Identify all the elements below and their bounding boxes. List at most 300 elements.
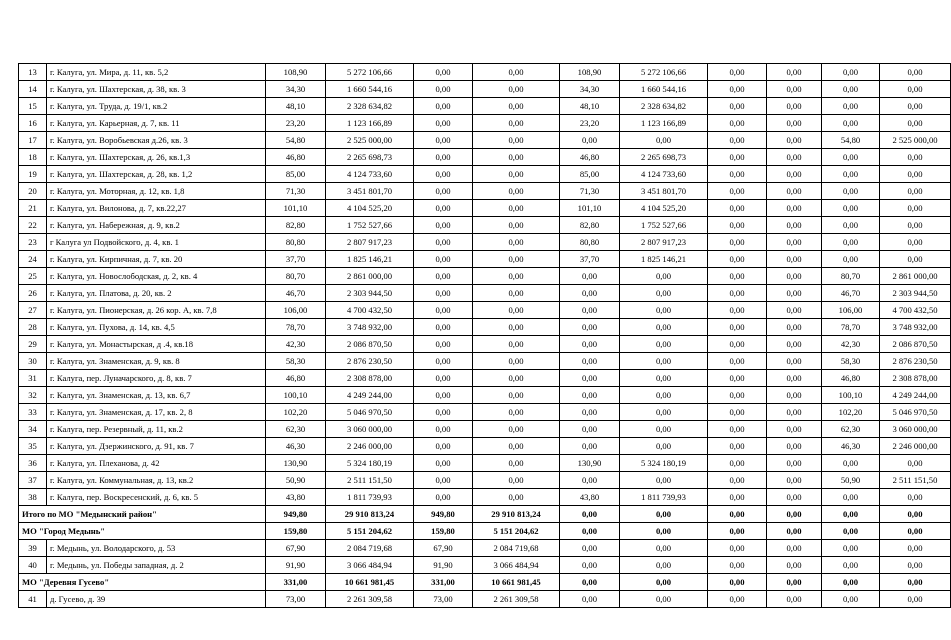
value-cell: 0,00 — [767, 149, 822, 166]
value-cell: 5 272 106,66 — [620, 64, 708, 81]
address-cell: г Калуга ул Подвойского, д. 4, кв. 1 — [47, 234, 266, 251]
value-cell: 0,00 — [473, 166, 560, 183]
table-row — [19, 421, 951, 438]
value-cell: 2 876 230,50 — [880, 353, 951, 370]
value-cell: 0,00 — [473, 285, 560, 302]
value-cell: 0,00 — [767, 421, 822, 438]
value-cell: 0,00 — [767, 268, 822, 285]
value-cell: 0,00 — [473, 132, 560, 149]
value-cell: 1 752 527,66 — [620, 217, 708, 234]
value-cell: 80,80 — [560, 234, 620, 251]
value-cell: 0,00 — [414, 251, 473, 268]
row-number: 15 — [19, 98, 47, 115]
value-cell: 0,00 — [473, 115, 560, 132]
value-cell: 0,00 — [414, 166, 473, 183]
value-cell: 54,80 — [822, 132, 880, 149]
value-cell: 0,00 — [708, 319, 767, 336]
value-cell: 0,00 — [473, 387, 560, 404]
value-cell: 2 308 878,00 — [880, 370, 951, 387]
value-cell: 0,00 — [473, 336, 560, 353]
value-cell: 3 066 484,94 — [473, 557, 560, 574]
value-cell: 0,00 — [708, 540, 767, 557]
value-cell: 23,20 — [560, 115, 620, 132]
value-cell: 4 104 525,20 — [620, 200, 708, 217]
table-row — [19, 557, 951, 574]
value-cell: 43,80 — [560, 489, 620, 506]
value-cell: 46,80 — [266, 149, 326, 166]
value-cell: 101,10 — [560, 200, 620, 217]
value-cell: 0,00 — [767, 217, 822, 234]
group-label: МО "Город Медынь" — [19, 523, 266, 540]
row-number: 23 — [19, 234, 47, 251]
value-cell: 0,00 — [880, 166, 951, 183]
group-total-row — [19, 574, 951, 591]
value-cell: 0,00 — [473, 472, 560, 489]
value-cell: 0,00 — [708, 523, 767, 540]
value-cell: 0,00 — [414, 285, 473, 302]
value-cell: 1 123 166,89 — [326, 115, 414, 132]
value-cell: 0,00 — [414, 217, 473, 234]
value-cell: 46,80 — [560, 149, 620, 166]
value-cell: 0,00 — [767, 251, 822, 268]
value-cell: 0,00 — [473, 251, 560, 268]
value-cell: 50,90 — [266, 472, 326, 489]
value-cell: 0,00 — [708, 574, 767, 591]
value-cell: 2 265 698,73 — [326, 149, 414, 166]
row-number: 29 — [19, 336, 47, 353]
value-cell: 0,00 — [473, 455, 560, 472]
value-cell: 2 261 309,58 — [326, 591, 414, 608]
value-cell: 130,90 — [266, 455, 326, 472]
value-cell: 0,00 — [560, 557, 620, 574]
value-cell: 0,00 — [767, 166, 822, 183]
address-cell: г. Медынь, ул. Володарского, д. 53 — [47, 540, 266, 557]
value-cell: 67,90 — [266, 540, 326, 557]
table-row — [19, 98, 951, 115]
value-cell: 0,00 — [620, 591, 708, 608]
value-cell: 0,00 — [560, 353, 620, 370]
value-cell: 0,00 — [880, 251, 951, 268]
value-cell: 0,00 — [560, 404, 620, 421]
value-cell: 3 451 801,70 — [620, 183, 708, 200]
value-cell: 0,00 — [880, 200, 951, 217]
value-cell: 4 104 525,20 — [326, 200, 414, 217]
value-cell: 0,00 — [822, 98, 880, 115]
value-cell: 0,00 — [822, 506, 880, 523]
value-cell: 71,30 — [560, 183, 620, 200]
value-cell: 0,00 — [708, 115, 767, 132]
value-cell: 0,00 — [880, 149, 951, 166]
value-cell: 2 303 944,50 — [880, 285, 951, 302]
row-number: 31 — [19, 370, 47, 387]
value-cell: 0,00 — [473, 81, 560, 98]
resettlement-table — [18, 63, 951, 608]
value-cell: 29 910 813,24 — [326, 506, 414, 523]
table-row — [19, 387, 951, 404]
value-cell: 0,00 — [620, 302, 708, 319]
table-row — [19, 81, 951, 98]
value-cell: 0,00 — [473, 64, 560, 81]
value-cell: 0,00 — [620, 438, 708, 455]
value-cell: 101,10 — [266, 200, 326, 217]
row-number: 39 — [19, 540, 47, 557]
value-cell: 1 811 739,93 — [620, 489, 708, 506]
value-cell: 2 086 870,50 — [326, 336, 414, 353]
value-cell: 5 046 970,50 — [880, 404, 951, 421]
value-cell: 0,00 — [767, 115, 822, 132]
row-number: 17 — [19, 132, 47, 149]
value-cell: 0,00 — [414, 200, 473, 217]
value-cell: 0,00 — [767, 370, 822, 387]
value-cell: 0,00 — [620, 353, 708, 370]
table-row — [19, 285, 951, 302]
value-cell: 102,20 — [822, 404, 880, 421]
value-cell: 0,00 — [708, 438, 767, 455]
table-body — [19, 64, 951, 608]
value-cell: 80,80 — [266, 234, 326, 251]
value-cell: 0,00 — [620, 387, 708, 404]
value-cell: 0,00 — [822, 81, 880, 98]
value-cell: 0,00 — [560, 472, 620, 489]
value-cell: 0,00 — [822, 540, 880, 557]
value-cell: 0,00 — [822, 251, 880, 268]
address-cell: г. Калуга, ул. Воробьевская д.26, кв. 3 — [47, 132, 266, 149]
value-cell: 58,30 — [822, 353, 880, 370]
value-cell: 5 151 204,62 — [326, 523, 414, 540]
table-row — [19, 540, 951, 557]
value-cell: 0,00 — [767, 455, 822, 472]
value-cell: 0,00 — [414, 183, 473, 200]
value-cell: 0,00 — [708, 455, 767, 472]
address-cell: г. Калуга, ул. Труда, д. 19/1, кв.2 — [47, 98, 266, 115]
value-cell: 1 660 544,16 — [620, 81, 708, 98]
value-cell: 1 825 146,21 — [620, 251, 708, 268]
value-cell: 0,00 — [822, 574, 880, 591]
value-cell: 46,80 — [266, 370, 326, 387]
value-cell: 0,00 — [822, 234, 880, 251]
table-row — [19, 438, 951, 455]
value-cell: 0,00 — [708, 98, 767, 115]
value-cell: 0,00 — [560, 319, 620, 336]
address-cell: г. Калуга, ул. Карьерная, д. 7, кв. 11 — [47, 115, 266, 132]
value-cell: 3 066 484,94 — [326, 557, 414, 574]
value-cell: 0,00 — [767, 489, 822, 506]
value-cell: 2 084 719,68 — [326, 540, 414, 557]
value-cell: 48,10 — [266, 98, 326, 115]
value-cell: 46,70 — [822, 285, 880, 302]
value-cell: 0,00 — [473, 489, 560, 506]
value-cell: 48,10 — [560, 98, 620, 115]
value-cell: 4 249 244,00 — [326, 387, 414, 404]
value-cell: 0,00 — [822, 183, 880, 200]
value-cell: 91,90 — [414, 557, 473, 574]
value-cell: 0,00 — [708, 183, 767, 200]
value-cell: 2 308 878,00 — [326, 370, 414, 387]
address-cell: г. Медынь, ул. Победы западная, д. 2 — [47, 557, 266, 574]
value-cell: 0,00 — [880, 540, 951, 557]
value-cell: 2 525 000,00 — [326, 132, 414, 149]
value-cell: 0,00 — [560, 523, 620, 540]
value-cell: 0,00 — [414, 302, 473, 319]
value-cell: 0,00 — [473, 98, 560, 115]
row-number: 18 — [19, 149, 47, 166]
value-cell: 43,80 — [266, 489, 326, 506]
row-number: 34 — [19, 421, 47, 438]
value-cell: 91,90 — [266, 557, 326, 574]
row-number: 19 — [19, 166, 47, 183]
value-cell: 0,00 — [767, 591, 822, 608]
value-cell: 82,80 — [266, 217, 326, 234]
value-cell: 2 084 719,68 — [473, 540, 560, 557]
value-cell: 5 324 180,19 — [620, 455, 708, 472]
value-cell: 0,00 — [880, 489, 951, 506]
value-cell: 23,20 — [266, 115, 326, 132]
value-cell: 0,00 — [822, 64, 880, 81]
value-cell: 1 123 166,89 — [620, 115, 708, 132]
table-row — [19, 183, 951, 200]
value-cell: 0,00 — [708, 353, 767, 370]
value-cell: 0,00 — [767, 183, 822, 200]
value-cell: 130,90 — [560, 455, 620, 472]
value-cell: 0,00 — [767, 540, 822, 557]
value-cell: 10 661 981,45 — [473, 574, 560, 591]
table-row — [19, 217, 951, 234]
value-cell: 0,00 — [767, 98, 822, 115]
value-cell: 2 511 151,50 — [880, 472, 951, 489]
value-cell: 0,00 — [560, 336, 620, 353]
value-cell: 0,00 — [708, 81, 767, 98]
value-cell: 0,00 — [414, 387, 473, 404]
value-cell: 0,00 — [708, 234, 767, 251]
value-cell: 0,00 — [560, 285, 620, 302]
value-cell: 0,00 — [414, 64, 473, 81]
value-cell: 0,00 — [708, 268, 767, 285]
value-cell: 2 328 634,82 — [620, 98, 708, 115]
table-row — [19, 64, 951, 81]
value-cell: 4 249 244,00 — [880, 387, 951, 404]
address-cell: г. Калуга, ул. Шахтерская, д. 28, кв. 1,2 — [47, 166, 266, 183]
table-row — [19, 336, 951, 353]
value-cell: 0,00 — [767, 132, 822, 149]
value-cell: 159,80 — [414, 523, 473, 540]
value-cell: 0,00 — [880, 234, 951, 251]
value-cell: 0,00 — [708, 472, 767, 489]
table-row — [19, 166, 951, 183]
value-cell: 0,00 — [880, 217, 951, 234]
address-cell: г. Калуга, ул. Коммунальная, д. 13, кв.2 — [47, 472, 266, 489]
value-cell: 0,00 — [620, 404, 708, 421]
value-cell: 0,00 — [620, 370, 708, 387]
value-cell: 37,70 — [266, 251, 326, 268]
row-number: 32 — [19, 387, 47, 404]
value-cell: 0,00 — [414, 132, 473, 149]
value-cell: 0,00 — [822, 557, 880, 574]
table-row — [19, 268, 951, 285]
document-sheet — [18, 63, 951, 608]
value-cell: 4 700 432,50 — [326, 302, 414, 319]
value-cell: 0,00 — [708, 387, 767, 404]
value-cell: 2 265 698,73 — [620, 149, 708, 166]
table-row — [19, 370, 951, 387]
address-cell: г. Калуга, ул. Знаменская, д. 13, кв. 6,7 — [47, 387, 266, 404]
value-cell: 0,00 — [708, 506, 767, 523]
value-cell: 5 151 204,62 — [473, 523, 560, 540]
address-cell: г. Калуга, ул. Моторная, д. 12, кв. 1,8 — [47, 183, 266, 200]
value-cell: 0,00 — [414, 98, 473, 115]
table-row — [19, 115, 951, 132]
value-cell: 0,00 — [414, 421, 473, 438]
value-cell: 0,00 — [473, 200, 560, 217]
value-cell: 0,00 — [620, 557, 708, 574]
value-cell: 0,00 — [473, 183, 560, 200]
value-cell: 0,00 — [708, 591, 767, 608]
value-cell: 0,00 — [822, 489, 880, 506]
row-number: 41 — [19, 591, 47, 608]
row-number: 30 — [19, 353, 47, 370]
value-cell: 0,00 — [880, 591, 951, 608]
row-number: 36 — [19, 455, 47, 472]
value-cell: 949,80 — [414, 506, 473, 523]
value-cell: 3 748 932,00 — [326, 319, 414, 336]
value-cell: 0,00 — [767, 81, 822, 98]
value-cell: 3 060 000,00 — [880, 421, 951, 438]
row-number: 25 — [19, 268, 47, 285]
row-number: 40 — [19, 557, 47, 574]
value-cell: 0,00 — [708, 404, 767, 421]
value-cell: 2 861 000,00 — [326, 268, 414, 285]
value-cell: 78,70 — [822, 319, 880, 336]
value-cell: 0,00 — [880, 506, 951, 523]
value-cell: 0,00 — [708, 302, 767, 319]
value-cell: 0,00 — [414, 319, 473, 336]
value-cell: 0,00 — [880, 183, 951, 200]
row-number: 33 — [19, 404, 47, 421]
value-cell: 0,00 — [767, 557, 822, 574]
address-cell: д. Гусево, д. 39 — [47, 591, 266, 608]
table-row — [19, 591, 951, 608]
value-cell: 0,00 — [880, 557, 951, 574]
address-cell: г. Калуга, ул. Кирпичная, д. 7, кв. 20 — [47, 251, 266, 268]
value-cell: 0,00 — [822, 149, 880, 166]
address-cell: г. Калуга, ул. Плеханова, д. 42 — [47, 455, 266, 472]
value-cell: 0,00 — [822, 591, 880, 608]
row-number: 14 — [19, 81, 47, 98]
value-cell: 46,70 — [266, 285, 326, 302]
value-cell: 46,30 — [822, 438, 880, 455]
value-cell: 85,00 — [266, 166, 326, 183]
value-cell: 0,00 — [767, 200, 822, 217]
value-cell: 0,00 — [880, 455, 951, 472]
row-number: 21 — [19, 200, 47, 217]
value-cell: 0,00 — [767, 438, 822, 455]
value-cell: 0,00 — [473, 353, 560, 370]
group-label: Итого по МО "Медынский район" — [19, 506, 266, 523]
value-cell: 0,00 — [473, 217, 560, 234]
address-cell: г. Калуга, ул. Платова, д. 20, кв. 2 — [47, 285, 266, 302]
value-cell: 42,30 — [822, 336, 880, 353]
value-cell: 2 525 000,00 — [880, 132, 951, 149]
value-cell: 0,00 — [708, 370, 767, 387]
value-cell: 0,00 — [414, 404, 473, 421]
value-cell: 2 246 000,00 — [880, 438, 951, 455]
value-cell: 0,00 — [880, 98, 951, 115]
value-cell: 331,00 — [414, 574, 473, 591]
address-cell: г. Калуга, ул. Новослободская, д. 2, кв. 4 — [47, 268, 266, 285]
value-cell: 0,00 — [767, 472, 822, 489]
address-cell: г. Калуга, пер. Воскресенский, д. 6, кв. 5 — [47, 489, 266, 506]
value-cell: 106,00 — [822, 302, 880, 319]
value-cell: 0,00 — [560, 132, 620, 149]
value-cell: 0,00 — [767, 353, 822, 370]
value-cell: 0,00 — [767, 574, 822, 591]
address-cell: г. Калуга, ул. Знаменская, д. 9, кв. 8 — [47, 353, 266, 370]
value-cell: 0,00 — [880, 64, 951, 81]
value-cell: 100,10 — [266, 387, 326, 404]
address-cell: г. Калуга, ул. Шахтерская, д. 38, кв. 3 — [47, 81, 266, 98]
value-cell: 0,00 — [473, 234, 560, 251]
value-cell: 34,30 — [266, 81, 326, 98]
value-cell: 0,00 — [620, 132, 708, 149]
value-cell: 100,10 — [822, 387, 880, 404]
value-cell: 0,00 — [473, 404, 560, 421]
group-total-row — [19, 506, 951, 523]
value-cell: 159,80 — [266, 523, 326, 540]
value-cell: 2 246 000,00 — [326, 438, 414, 455]
value-cell: 2 086 870,50 — [880, 336, 951, 353]
table-row — [19, 404, 951, 421]
value-cell: 2 511 151,50 — [326, 472, 414, 489]
value-cell: 3 060 000,00 — [326, 421, 414, 438]
value-cell: 71,30 — [266, 183, 326, 200]
value-cell: 0,00 — [620, 336, 708, 353]
value-cell: 80,70 — [266, 268, 326, 285]
address-cell: г. Калуга, ул. Знаменская, д. 17, кв. 2, 8 — [47, 404, 266, 421]
row-number: 27 — [19, 302, 47, 319]
value-cell: 0,00 — [414, 268, 473, 285]
value-cell: 0,00 — [767, 506, 822, 523]
address-cell: г. Калуга, пер. Резервный, д. 11, кв.2 — [47, 421, 266, 438]
row-number: 26 — [19, 285, 47, 302]
value-cell: 4 124 733,60 — [620, 166, 708, 183]
value-cell: 62,30 — [266, 421, 326, 438]
value-cell: 3 451 801,70 — [326, 183, 414, 200]
value-cell: 2 861 000,00 — [880, 268, 951, 285]
address-cell: г. Калуга, пер. Луначарского, д. 8, кв. 7 — [47, 370, 266, 387]
value-cell: 62,30 — [822, 421, 880, 438]
value-cell: 0,00 — [560, 591, 620, 608]
value-cell: 37,70 — [560, 251, 620, 268]
value-cell: 0,00 — [414, 353, 473, 370]
value-cell: 0,00 — [560, 421, 620, 438]
table-row — [19, 455, 951, 472]
value-cell: 0,00 — [708, 64, 767, 81]
value-cell: 50,90 — [822, 472, 880, 489]
group-total-row — [19, 523, 951, 540]
value-cell: 0,00 — [414, 336, 473, 353]
table-row — [19, 251, 951, 268]
value-cell: 0,00 — [473, 319, 560, 336]
value-cell: 0,00 — [708, 489, 767, 506]
table-row — [19, 149, 951, 166]
value-cell: 0,00 — [414, 115, 473, 132]
value-cell: 1 811 739,93 — [326, 489, 414, 506]
value-cell: 67,90 — [414, 540, 473, 557]
address-cell: г. Калуга, ул. Пионерская, д. 26 кор. А, кв. 7,8 — [47, 302, 266, 319]
value-cell: 0,00 — [560, 370, 620, 387]
value-cell: 1 825 146,21 — [326, 251, 414, 268]
table-row — [19, 319, 951, 336]
value-cell: 0,00 — [708, 149, 767, 166]
